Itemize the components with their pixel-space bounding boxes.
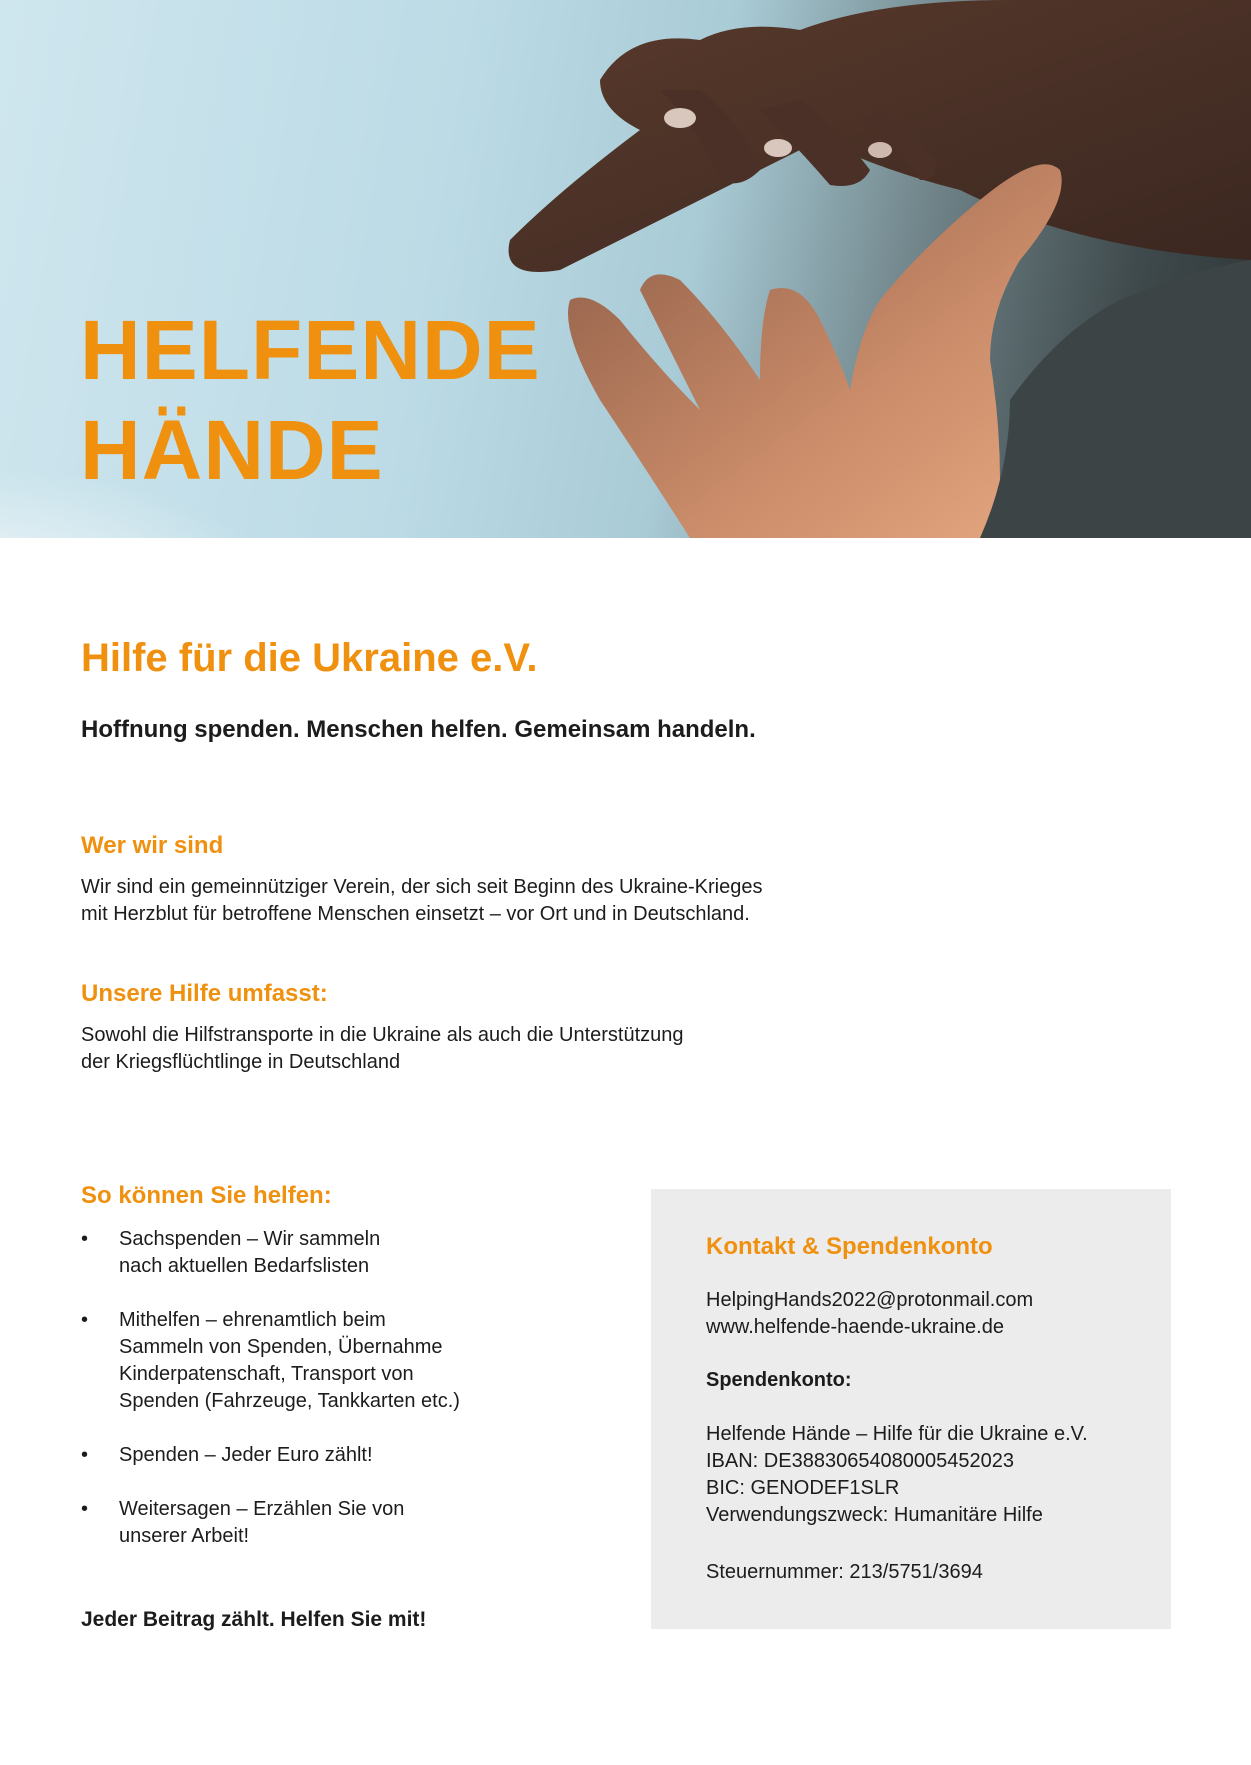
help-heading: So können Sie helfen: — [81, 1182, 332, 1209]
hero-title-line-1: HELFENDE — [80, 303, 541, 397]
account-purpose: Verwendungszweck: Humanitäre Hilfe — [706, 1504, 1043, 1526]
bullet-icon: • — [81, 1309, 89, 1331]
account-heading: Spendenkonto: — [706, 1369, 852, 1391]
bullet-icon: • — [81, 1444, 89, 1466]
list-item-text: Weitersagen – Erzählen Sie von unserer Arbeit! — [119, 1498, 405, 1547]
contact-email[interactable]: HelpingHands2022@protonmail.com — [706, 1289, 1034, 1311]
tax-number: Steuernummer: 213/5751/3694 — [706, 1561, 983, 1583]
contact-heading: Kontakt & Spendenkonto — [706, 1233, 993, 1260]
hero-banner — [0, 0, 1251, 538]
scope-heading: Unsere Hilfe umfasst: — [81, 980, 328, 1007]
list-item — [81, 1307, 561, 1415]
org-title: Hilfe für die Ukraine e.V. — [81, 636, 538, 680]
bullet-icon: • — [81, 1498, 89, 1520]
list-item-text: Sachspenden – Wir sammeln nach aktuellen Bedarfslisten — [119, 1228, 381, 1277]
list-item — [81, 1496, 561, 1550]
list-item — [81, 1442, 561, 1469]
hero-title-line-2: HÄNDE — [80, 403, 384, 497]
account-holder: Helfende Hände – Hilfe für die Ukraine e.V. — [706, 1423, 1088, 1445]
help-list — [81, 1226, 561, 1577]
about-text: Wir sind ein gemeinnütziger Verein, der sich seit Beginn des Ukraine-Krieges mit Herzblut für betroffene Menschen einsetzt – vor Ort und in Deutschland. — [81, 876, 763, 925]
account-bic: BIC: GENODEF1SLR — [706, 1477, 900, 1499]
closing-statement: Jeder Beitrag zählt. Helfen Sie mit! — [81, 1608, 427, 1631]
list-item-text: Mithelfen – ehrenamtlich beim Sammeln von Spenden, Übernahme Kinderpatenschaft, Transport von Spenden (Fahrzeuge, Tankkarten etc.) — [119, 1309, 460, 1412]
list-item-text: Spenden – Jeder Euro zählt! — [119, 1444, 373, 1466]
contact-box — [651, 1189, 1171, 1629]
tagline: Hoffnung spenden. Menschen helfen. Gemeinsam handeln. — [81, 716, 756, 743]
list-item — [81, 1226, 561, 1280]
bullet-icon: • — [81, 1228, 89, 1250]
scope-text: Sowohl die Hilfstransporte in die Ukraine als auch die Unterstützung der Kriegsflüchtlinge in Deutschland — [81, 1024, 684, 1073]
contact-website[interactable]: www.helfende-haende-ukraine.de — [706, 1316, 1004, 1338]
hero-title — [80, 300, 541, 500]
account-iban: IBAN: DE38830654080005452023 — [706, 1450, 1015, 1472]
about-heading: Wer wir sind — [81, 832, 224, 859]
